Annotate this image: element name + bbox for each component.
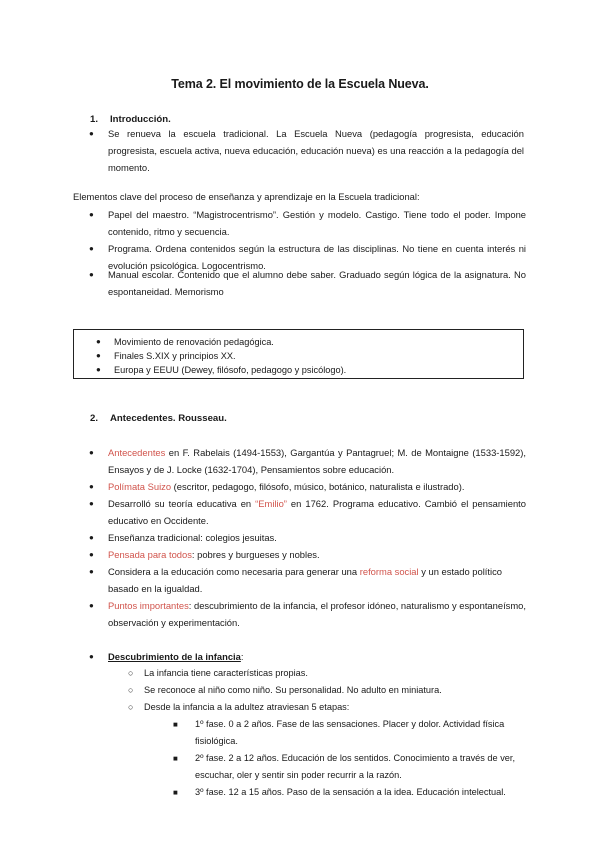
section-2-number: 2. (90, 413, 99, 424)
box-item: ● Movimiento de renovación pedagógica. (96, 337, 274, 347)
bullet-icon: ● (96, 351, 101, 360)
bullet-icon: ● (89, 270, 94, 279)
discovery-item: ○ La infancia tiene características propias. (144, 665, 524, 682)
bullet-icon: ● (96, 337, 101, 346)
section-2-title: Antecedentes. Rousseau. (110, 413, 227, 424)
antecedent-item: ● Polímata Suizo (escritor, pedagogo, filósofo, músico, botánico, naturalista e ilustrado). (108, 478, 526, 495)
bullet-icon: ● (89, 244, 94, 253)
section-2-heading (90, 413, 227, 424)
bullet-icon: ● (89, 448, 94, 457)
circle-bullet-icon: ○ (128, 702, 134, 712)
bullet-icon: ● (89, 482, 94, 491)
bullet-icon: ● (89, 210, 94, 219)
bullet-icon: ● (89, 550, 94, 559)
bullet-icon: ● (89, 499, 94, 508)
section-1-number: 1. (90, 114, 99, 125)
intro-bullet: ● Se renueva la escuela tradicional. La Escuela Nueva (pedagogía progresista, educación progresista, escuela activa, nueva educación, educación nueva) es una reacción a la pedagogía del momento. (108, 125, 524, 176)
bullet-icon: ● (96, 365, 101, 374)
bullet-icon: ● (89, 601, 94, 610)
stage-item: ■ 2º fase. 2 a 12 años. Educación de los sentidos. Conocimiento a través de ver, escuchar, oler y sentir sin poder recurrir a la razón. (195, 750, 527, 784)
box-item: ● Europa y EEUU (Dewey, filósofo, pedagogo y psicólogo). (96, 365, 347, 375)
discovery-item: ○ Desde la infancia a la adultez atraviesan 5 etapas: (144, 699, 524, 716)
bullet-icon: ● (89, 129, 94, 138)
bullet-icon: ● (89, 533, 94, 542)
discovery-heading: ● Descubrimiento de la infancia: (108, 648, 526, 665)
discovery-item: ○ Se reconoce al niño como niño. Su personalidad. No adulto en miniatura. (144, 682, 524, 699)
stage-item: ■ 3º fase. 12 a 15 años. Paso de la sensación a la idea. Educación intelectual. (195, 784, 527, 801)
element-item: ● Manual escolar. Contenido que el alumno debe saber. Graduado según lógica de la asignatura. No espontaneidad. Memorismo (108, 266, 526, 300)
antecedent-item: ● Pensada para todos: pobres y burgueses y nobles. (108, 546, 526, 563)
circle-bullet-icon: ○ (128, 668, 134, 678)
stage-item: ■ 1º fase. 0 a 2 años. Fase de las sensaciones. Placer y dolor. Actividad física fisiológica. (195, 716, 527, 750)
antecedent-item: ● Considera a la educación como necesaria para generar una reforma social y un estado político basado en la igualdad. (108, 563, 528, 597)
box-item: ● Finales S.XIX y principios XX. (96, 351, 236, 361)
square-bullet-icon: ■ (173, 788, 178, 797)
element-item: ● Programa. Ordena contenidos según la estructura de las disciplinas. No tiene en cuenta interés ni evolución psicológica. Logocentrismo. (108, 240, 526, 274)
section-1-heading (90, 114, 171, 125)
elements-intro: Elementos clave del proceso de enseñanza y aprendizaje en la Escuela tradicional: (73, 191, 420, 202)
section-1-title: Introducción. (110, 114, 171, 125)
antecedent-item: ● Puntos importantes: descubrimiento de la infancia, el profesor idóneo, naturalismo y espontaneísmo, observación y experimentación. (108, 597, 526, 631)
square-bullet-icon: ■ (173, 720, 178, 729)
bullet-icon: ● (89, 567, 94, 576)
bullet-icon: ● (89, 652, 94, 661)
antecedent-item: ● Antecedentes en F. Rabelais (1494-1553), Gargantúa y Pantagruel; M. de Montaigne (1533-1592), Ensayos y de J. Locke (1632-1704), Pensamientos sobre educación. (108, 444, 526, 478)
page-title: Tema 2. El movimiento de la Escuela Nueva. (171, 77, 429, 91)
element-item: ● Papel del maestro. “Magistrocentrismo”. Gestión y modelo. Castigo. Tiene todo el poder. Impone contenido, ritmo y secuencia. (108, 206, 526, 240)
circle-bullet-icon: ○ (128, 685, 134, 695)
square-bullet-icon: ■ (173, 754, 178, 763)
antecedent-item: ● Desarrolló su teoría educativa en “Emilio” en 1762. Programa educativo. Cambió el pensamiento educativo en Occidente. (108, 495, 526, 529)
antecedent-item: ● Enseñanza tradicional: colegios jesuitas. (108, 529, 526, 546)
